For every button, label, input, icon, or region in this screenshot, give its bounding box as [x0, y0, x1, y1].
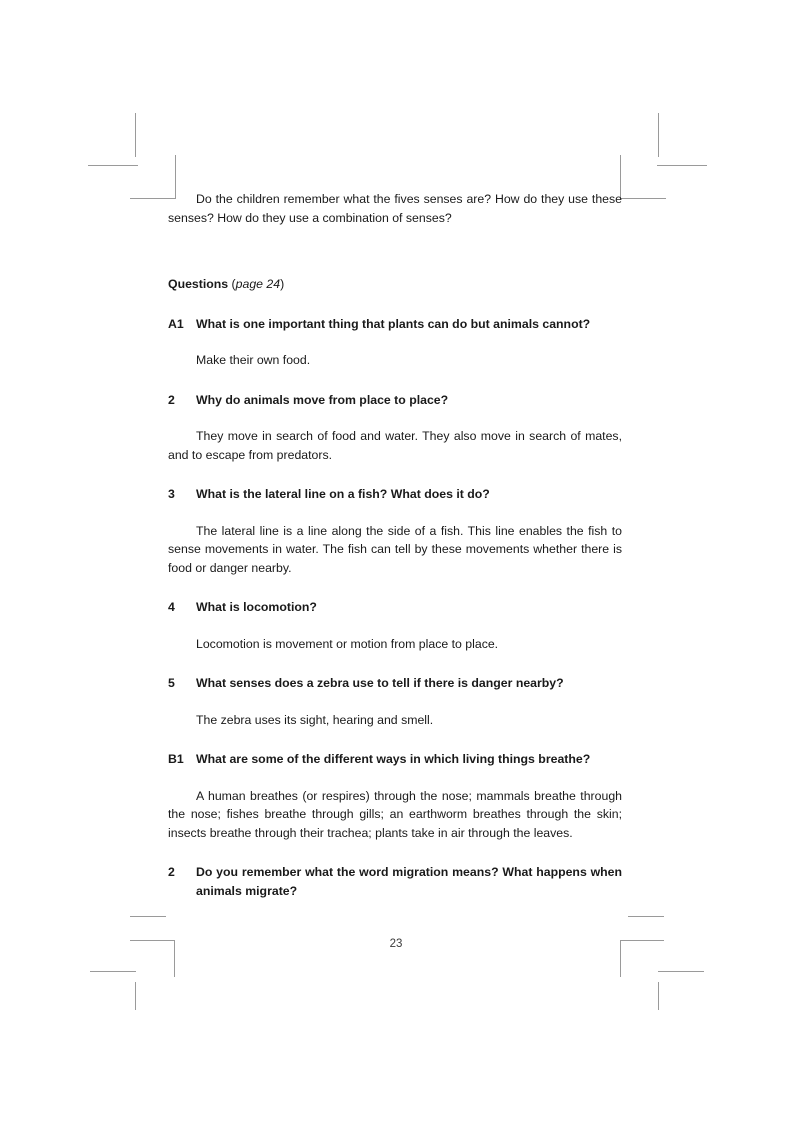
- crop-mark-top-right-outer-vertical: [658, 113, 659, 157]
- crop-mark-top-left-outer-vertical: [135, 113, 136, 157]
- question-number: 2: [168, 865, 175, 879]
- pageref-open-paren: (: [228, 277, 236, 291]
- crop-mark-bottom-right-outer-vertical: [658, 982, 659, 1010]
- page-number: 23: [389, 938, 403, 950]
- crop-mark-top-right-inner-horizontal: [620, 198, 666, 199]
- crop-mark-top-left-outer-horizontal: [88, 165, 138, 166]
- question-text: What are some of the different ways in which living things breathe?: [196, 752, 591, 766]
- question-item: [168, 674, 622, 693]
- answer-text: The zebra uses its sight, hearing and smell.: [196, 712, 434, 727]
- crop-mark-top-right-outer-horizontal: [657, 165, 707, 166]
- crop-mark-bottom-left-outer-horizontal: [90, 971, 136, 972]
- question-number: 5: [168, 676, 175, 690]
- question-item: [168, 598, 622, 617]
- questions-heading-pageref: page 24: [235, 277, 281, 291]
- question-number: 4: [168, 600, 175, 614]
- question-text: What senses does a zebra use to tell if there is danger nearby?: [196, 676, 564, 690]
- question-item: [168, 391, 622, 410]
- questions-section-heading: [168, 275, 622, 294]
- answer-text: The lateral line is a line along the side of a fish. This line enables the fish to sense movements in water. The fish can tell by these movements whether there is food or danger nearby.: [168, 523, 622, 575]
- question-text: Do you remember what the word migration means? What happens when animals migrate?: [196, 865, 622, 898]
- question-item: [168, 485, 622, 504]
- question-number: 2: [168, 392, 175, 407]
- answer-text: Make their own food.: [196, 353, 311, 367]
- question-number: A1: [168, 316, 184, 331]
- question-text: What is one important thing that plants can do but animals cannot?: [196, 316, 591, 331]
- question-item: [168, 863, 622, 900]
- crop-mark-bottom-left-outer-vertical: [135, 982, 136, 1010]
- answer-text: A human breathes (or respires) through the nose; mammals breathe through the nose; fishes breathe through gills; an earthworm breathes through the skin; insects breathe through their trachea; plants take in air through the leaves.: [168, 788, 622, 840]
- questions-heading-label: Questions: [168, 277, 229, 291]
- answer-text: They move in search of food and water. They also move in search of mates, and to escape from predators.: [168, 429, 622, 462]
- question-number: B1: [168, 752, 184, 766]
- question-text: Why do animals move from place to place?: [196, 392, 449, 407]
- crop-mark-bottom-right-outer-horizontal: [658, 971, 704, 972]
- question-item: [168, 315, 622, 334]
- crop-mark-bottom-left-outer-horizontal-upper: [130, 916, 166, 917]
- question-text: What is the lateral line on a fish? What does it do?: [196, 487, 490, 501]
- pageref-close-paren: ): [280, 277, 285, 291]
- crop-mark-bottom-right-outer-horizontal-upper: [628, 916, 664, 917]
- question-text: What is locomotion?: [196, 600, 317, 614]
- intro-paragraph: Do the children remember what the fives senses are? How do they use these senses? How do they use a combination of senses?: [168, 192, 622, 225]
- question-item: [168, 750, 622, 769]
- question-number: 3: [168, 487, 175, 501]
- answer-text: Locomotion is movement or motion from place to place.: [196, 636, 499, 651]
- page-content: [168, 190, 622, 900]
